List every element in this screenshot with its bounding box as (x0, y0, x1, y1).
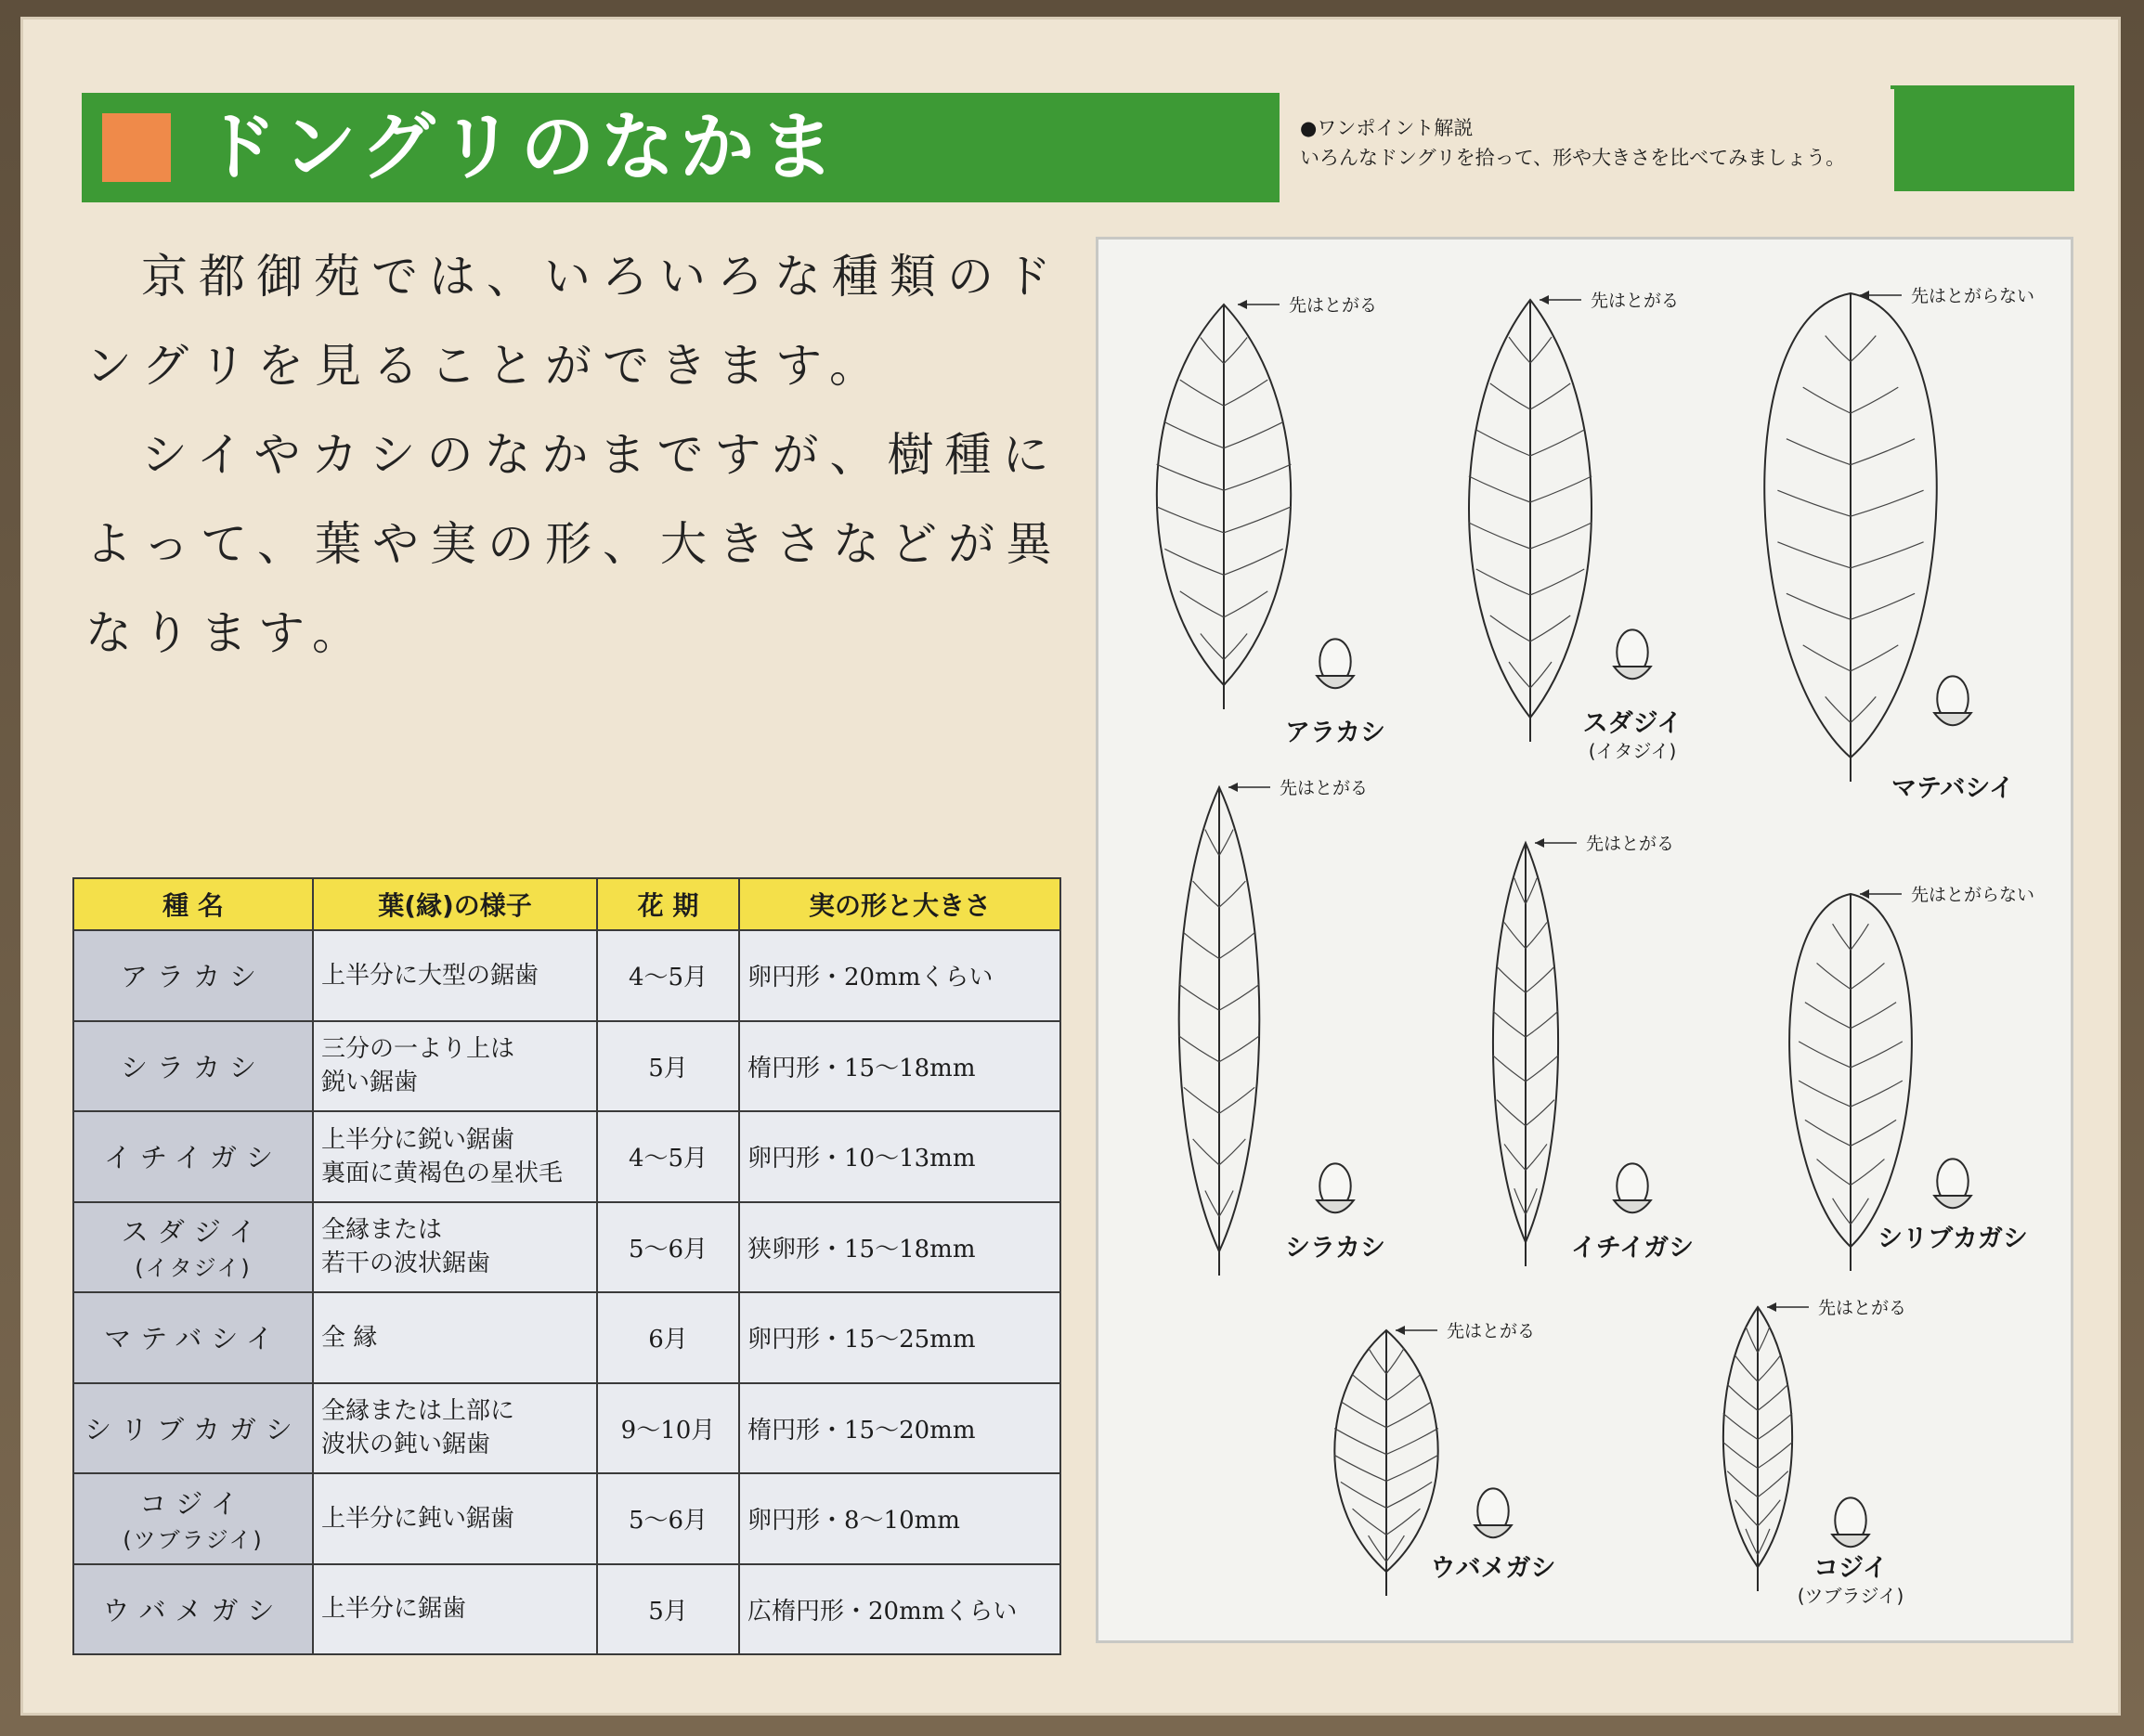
species-illustration-label: ウバメガシ (1430, 1554, 1556, 1583)
leaf-description-cell: 三分の一より上は 鋭い鋸歯 (313, 1021, 597, 1112)
species-alt-name: (ツブラジイ) (123, 1526, 264, 1553)
species-name-cell (73, 1021, 313, 1112)
leaf-vein (1851, 387, 1898, 413)
species-illustration-label: スダジイ (1582, 709, 1683, 738)
leaf-vein (1369, 1348, 1386, 1374)
leaf-vein (1758, 1443, 1792, 1469)
species-name: シラカシ (120, 1051, 266, 1083)
tip-arrowhead (1396, 1326, 1405, 1335)
leaf-vein (1758, 1355, 1780, 1381)
leaf-vein (1530, 383, 1570, 409)
leaf-vein (1530, 615, 1570, 641)
species-illustration-label: アラカシ (1285, 719, 1385, 747)
leaf-vein (1504, 923, 1526, 949)
leaf-vein (1851, 1081, 1903, 1107)
leaf-vein (1851, 963, 1884, 989)
species-illustration-label: イチイガシ (1570, 1234, 1695, 1263)
leaf-vein (1386, 1455, 1438, 1481)
leaf-vein (1851, 1198, 1868, 1224)
leaf-vein (1758, 1413, 1792, 1439)
leaf-vein (1833, 924, 1851, 950)
tip-label: 先はとがる (1289, 295, 1378, 316)
species-illustration-label: マテバシイ (1891, 774, 2015, 803)
species-illustration-label: コジイ (1813, 1554, 1888, 1583)
species-name-cell (73, 1111, 313, 1202)
leaf-vein (1777, 542, 1851, 568)
tip-arrowhead (1540, 295, 1549, 304)
leaf-vein (1219, 881, 1245, 907)
flower-period-cell: 6月 (597, 1292, 739, 1383)
leaf-vein (1746, 1327, 1758, 1353)
species-name-cell (73, 1292, 313, 1383)
leaf-vein (1497, 966, 1526, 992)
leaf-vein (1334, 1455, 1386, 1481)
leaf-vein (1803, 645, 1851, 671)
species-name-cell (73, 1383, 313, 1474)
species-name: スダジイ (121, 1216, 266, 1249)
leaf-vein (1180, 591, 1224, 617)
species-name: ウバメガシ (102, 1594, 284, 1626)
acorn-cup (1832, 1535, 1869, 1547)
tip-arrowhead (1238, 300, 1247, 309)
leaf-vein (1224, 422, 1283, 448)
fruit-description-cell: 卵円形・10～13mm (739, 1111, 1060, 1202)
leaf-vein (1184, 933, 1219, 959)
species-name: アラカシ (120, 961, 266, 993)
leaf-vein (1735, 1500, 1758, 1526)
leaf-vein (1851, 1120, 1896, 1146)
leaf-vein (1758, 1327, 1770, 1353)
intro-text (85, 232, 1070, 678)
species-illustration-alt-label: (ツブラジイ) (1797, 1585, 1904, 1607)
leaf-vein (1526, 1011, 1558, 1037)
leaf-vein (1530, 337, 1552, 363)
leaf-vein (1386, 1482, 1432, 1508)
tip-arrowhead (1228, 783, 1238, 792)
leaf-vein (1224, 338, 1247, 364)
fruit-description-cell: 楕円形・15～20mm (739, 1383, 1060, 1474)
leaf-vein (1205, 1190, 1219, 1216)
leaf-vein (1476, 569, 1530, 595)
leaf-vein (1180, 380, 1224, 406)
leaf-vein (1530, 430, 1584, 456)
flower-period-cell: 4～5月 (597, 1111, 739, 1202)
banner-right-segment (1891, 85, 2074, 191)
leaf-vein (1224, 464, 1291, 490)
fruit-description-cell: 楕円形・15～18mm (739, 1021, 1060, 1112)
leaf-description-cell: 全 縁 (313, 1292, 597, 1383)
leaf-description-cell: 上半分に鋸歯 (313, 1564, 597, 1655)
leaf-vein (1205, 830, 1219, 856)
leaf-vein (1219, 1087, 1254, 1113)
leaf-vein (1184, 1087, 1219, 1113)
fruit-description-cell: 卵円形・20mmくらい (739, 930, 1060, 1021)
leaf-vein (1164, 549, 1224, 575)
leaf-vein (1530, 569, 1584, 595)
leaf-vein (1493, 1056, 1526, 1082)
tip-body: いろんなドングリを拾って、形や大きさを比べてみましょう。 (1300, 147, 1846, 169)
species-name-cell (73, 1202, 313, 1293)
leaf-description-cell: 上半分に鈍い鋸歯 (313, 1473, 597, 1564)
species-name-cell (73, 1473, 313, 1564)
leaf-vein (1851, 542, 1924, 568)
leaf-vein (1851, 645, 1898, 671)
header-flower: 花 期 (597, 878, 739, 930)
leaf-vein (1851, 439, 1915, 465)
species-illustration-label: シラカシ (1285, 1234, 1385, 1263)
leaf-vein (1224, 591, 1267, 617)
leaf-vein (1386, 1535, 1404, 1561)
table-row (73, 1292, 1060, 1383)
leaf-vein (1530, 476, 1592, 502)
leaf-vein (1353, 1509, 1386, 1535)
leaf-vein (1386, 1509, 1420, 1535)
species-alt-name: (イタジイ) (135, 1255, 252, 1282)
table-header-row (73, 878, 1060, 930)
leaf-vein (1526, 1188, 1537, 1214)
leaf-vein (1493, 1011, 1526, 1037)
leaf-vein (1723, 1443, 1758, 1469)
leaf-vein (1805, 1120, 1851, 1146)
species-name: イチイガシ (103, 1142, 283, 1174)
fruit-description-cell: 広楕円形・20mmくらい (739, 1564, 1060, 1655)
leaf-vein (1497, 1100, 1526, 1126)
acorn-cup (1934, 1196, 1971, 1208)
leaf-vein (1386, 1375, 1420, 1401)
leaf-vein (1490, 615, 1530, 641)
leaf-vein (1833, 1198, 1851, 1224)
leaf-vein (1219, 1190, 1233, 1216)
leaf-vein (1758, 1384, 1788, 1410)
leaf-vein (1469, 476, 1530, 502)
tip-label: 先はとがる (1280, 778, 1369, 798)
leaf-vein (1851, 490, 1924, 516)
orange-square-marker (102, 113, 171, 182)
leaf-vein (1179, 1036, 1219, 1062)
leaf-vein (1777, 490, 1851, 516)
leaf-vein (1526, 1144, 1547, 1170)
tip-label: 先はとがる (1447, 1321, 1536, 1341)
tip-label: 先はとがる (1818, 1298, 1907, 1318)
leaf-vein (1219, 984, 1259, 1010)
leaf-vein (1224, 633, 1247, 659)
leaf-description-cell: 全縁または上部に 波状の鈍い鋸歯 (313, 1383, 597, 1474)
species-name: コジイ (139, 1487, 247, 1520)
leaf-vein (1164, 422, 1224, 448)
leaf-vein (1851, 1042, 1903, 1068)
fruit-description-cell: 卵円形・8～10mm (739, 1473, 1060, 1564)
leaf-vein (1509, 337, 1530, 363)
leaf-vein (1727, 1384, 1758, 1410)
table-row (73, 1021, 1060, 1112)
acorn-cup (1614, 667, 1651, 679)
leaf-vein (1851, 1003, 1896, 1029)
leaf-description-cell: 上半分に大型の鋸歯 (313, 930, 597, 1021)
leaf-vein (1817, 1159, 1851, 1185)
species-name-cell (73, 1564, 313, 1655)
leaf-vein (1201, 338, 1224, 364)
leaf-vein (1526, 878, 1537, 904)
table-row (73, 1383, 1060, 1474)
acorn-cup (1475, 1525, 1512, 1537)
leaf-vein (1851, 924, 1868, 950)
leaf-vein (1735, 1355, 1758, 1381)
species-illustration-label: シリブカガシ (1878, 1224, 2028, 1253)
acorn-cup (1934, 713, 1971, 725)
leaf-description-cell: 上半分に鋭い鋸歯 裏面に黄褐色の星状毛 (313, 1111, 597, 1202)
leaf-vein (1219, 1139, 1245, 1165)
leaf-vein (1219, 1036, 1259, 1062)
tip-label: 先はとがらない (1911, 286, 2035, 306)
acorn-cup (1317, 676, 1354, 688)
leaf-vein (1514, 1188, 1526, 1214)
leaf-vein (1476, 430, 1530, 456)
header-species: 種 名 (73, 878, 313, 930)
flower-period-cell: 5～6月 (597, 1473, 739, 1564)
table-row (73, 1202, 1060, 1293)
tip-label: 先はとがる (1586, 834, 1675, 854)
leaf-vein (1224, 380, 1267, 406)
tip-label: 先はとがらない (1911, 885, 2035, 905)
tip-heading: ●ワンポイント解説 (1300, 117, 1474, 139)
leaf-vein (1219, 933, 1254, 959)
leaf-vein (1826, 336, 1851, 362)
leaf-vein (1799, 1081, 1851, 1107)
leaf-vein (1758, 1471, 1788, 1497)
leaf-vein (1369, 1535, 1386, 1561)
leaf-vein (1386, 1402, 1432, 1428)
leaf-vein (1530, 523, 1592, 549)
acorn-cup (1614, 1200, 1651, 1212)
leaf-vein (1803, 387, 1851, 413)
leaf-vein (1851, 593, 1915, 619)
leaf-vein (1758, 1500, 1780, 1526)
leaf-vein (1386, 1348, 1404, 1374)
leaf-vein (1851, 1159, 1884, 1185)
leaf-description-cell: 全縁または 若干の波状鋸歯 (313, 1202, 597, 1293)
leaf-vein (1826, 696, 1851, 722)
fruit-description-cell: 卵円形・15～25mm (739, 1292, 1060, 1383)
leaf-vein (1723, 1413, 1758, 1439)
leaf-vein (1787, 439, 1851, 465)
leaf-vein (1526, 966, 1554, 992)
leaf-vein (1469, 523, 1530, 549)
flower-period-cell: 4～5月 (597, 930, 739, 1021)
leaf-illustration-panel (1096, 237, 2073, 1643)
header-leaf: 葉(縁)の様子 (313, 878, 597, 930)
tip-arrowhead (1535, 838, 1544, 848)
species-illustration-alt-label: (イタジイ) (1588, 740, 1677, 762)
table-row (73, 930, 1060, 1021)
leaf-vein (1224, 549, 1283, 575)
leaf-vein (1157, 464, 1224, 490)
leaf-vein (1526, 1056, 1558, 1082)
leaf-vein (1157, 507, 1224, 533)
leaf-vein (1201, 633, 1224, 659)
leaf-vein (1530, 662, 1552, 688)
leaf-vein (1490, 383, 1530, 409)
leaf-vein (1386, 1429, 1438, 1455)
table-row (73, 1111, 1060, 1202)
leaf-vein (1509, 662, 1530, 688)
species-table (72, 877, 1061, 1655)
species-name: シリブカガシ (84, 1413, 302, 1445)
leaf-vein (1526, 923, 1547, 949)
leaf-vein (1851, 696, 1876, 722)
intro-paragraph-2: シイやカシのなかまですが、樹種によって、葉や実の形、大きさなどが異なります。 (85, 428, 1063, 660)
acorn-cup (1317, 1200, 1354, 1212)
leaf-vein (1341, 1482, 1386, 1508)
leaf-vein (1353, 1375, 1386, 1401)
leaf-vein (1193, 1139, 1219, 1165)
leaf-drawings (1098, 240, 2071, 1640)
leaf-vein (1817, 963, 1851, 989)
flower-period-cell: 5～6月 (597, 1202, 739, 1293)
leaf-vein (1851, 336, 1876, 362)
title-banner (82, 93, 1280, 202)
table-row (73, 1473, 1060, 1564)
tip-arrowhead (1767, 1302, 1776, 1312)
species-name-cell (73, 930, 313, 1021)
leaf-vein (1341, 1402, 1386, 1428)
leaf-vein (1787, 593, 1851, 619)
fruit-description-cell: 狭卵形・15～18mm (739, 1202, 1060, 1293)
flower-period-cell: 9～10月 (597, 1383, 739, 1474)
leaf-vein (1334, 1429, 1386, 1455)
leaf-vein (1219, 830, 1233, 856)
flower-period-cell: 5月 (597, 1564, 739, 1655)
intro-paragraph-1: 京都御苑では、いろいろな種類のドングリを見ることができます。 (85, 250, 1062, 393)
leaf-vein (1526, 1100, 1554, 1126)
leaf-vein (1805, 1003, 1851, 1029)
sign-title: ドングリのなかま (202, 103, 840, 190)
leaf-vein (1504, 1144, 1526, 1170)
leaf-vein (1193, 881, 1219, 907)
flower-period-cell: 5月 (597, 1021, 739, 1112)
tip-label: 先はとがる (1591, 291, 1680, 311)
leaf-vein (1727, 1471, 1758, 1497)
leaf-vein (1224, 507, 1291, 533)
leaf-vein (1799, 1042, 1851, 1068)
leaf-vein (1179, 984, 1219, 1010)
header-fruit: 実の形と大きさ (739, 878, 1060, 930)
table-row (73, 1564, 1060, 1655)
leaf-vein (1514, 878, 1526, 904)
one-point-tip (1281, 89, 1894, 191)
species-name: マテバシイ (104, 1323, 282, 1355)
